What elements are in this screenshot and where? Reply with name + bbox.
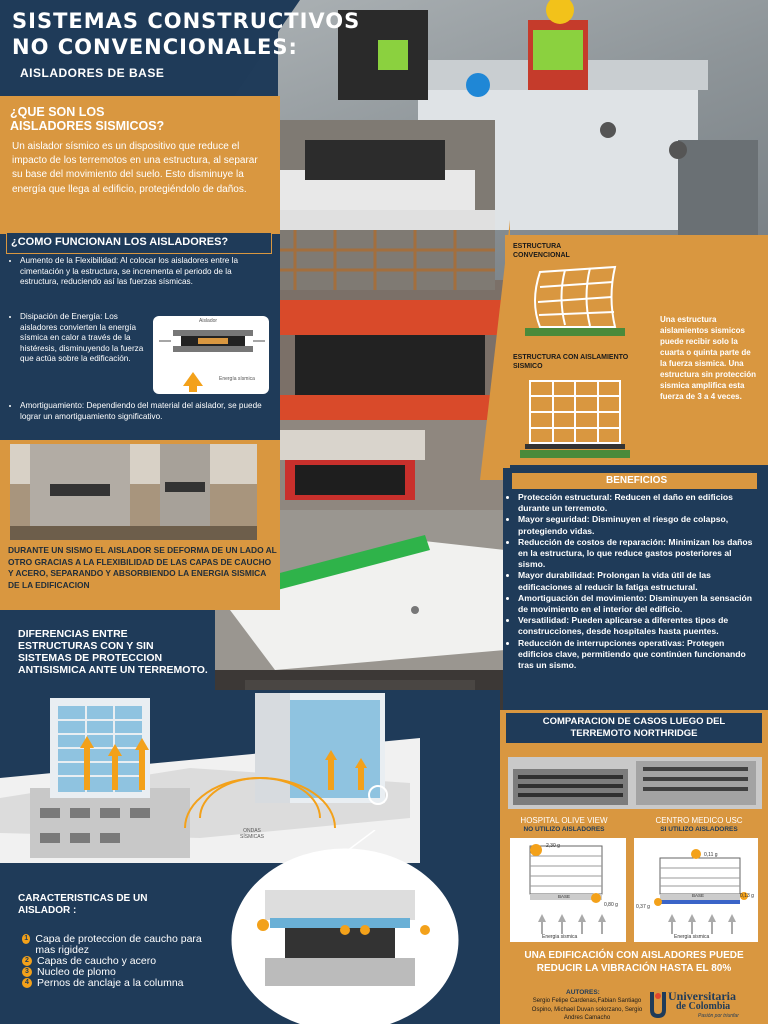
- beneficio-item: • Mayor durabilidad: Prolongan la vida útil de las edificaciones al reducir la fatiga estructural.: [518, 570, 758, 592]
- conventional-frame: [520, 262, 630, 342]
- autores-label: AUTORES:: [566, 989, 600, 996]
- comparacion-heading: COMPARACION DE CASOS LUEGO DEL TERREMOTO NORTHRIDGE: [542, 716, 726, 739]
- que-son-heading: [10, 105, 164, 133]
- como-funcionan-item-3: [10, 401, 272, 422]
- autores-names: Sergio Felipe Cardenas,Fabian Santiago Ospino, Michael Duvan solorzano, Sergio Andres Camacho: [531, 998, 643, 1021]
- olive-drawing: [510, 838, 626, 942]
- item-disipacion: • Disipación de Energía: Los aisladores convierten la energía sísmica en calor a través de la histéresis, disminuyendo la fuerza que actúa sobre la edificación.: [20, 312, 150, 365]
- diagram-arrow-label: Energía sísmica: [219, 376, 255, 382]
- beneficio-item: • Versatilidad: Pueden aplicarse a diferentes tipos de construcciones, desde hospitales hasta puentes.: [518, 615, 758, 637]
- olive-energy-label: Energia sismica: [542, 934, 578, 940]
- beneficio-item: • Protección estructural: Reducen el daño en edificios durante un terremoto.: [518, 492, 758, 514]
- caracteristica-text: Nucleo de plomo: [37, 966, 116, 978]
- caracteristica-num: 2: [22, 956, 32, 966]
- olive-name: HOSPITAL OLIVE VIEW: [520, 816, 608, 825]
- olive-top-value: 2,30 g: [546, 843, 560, 849]
- como-funcionan-heading: ¿COMO FUNCIONAN LOS AISLADORES?: [11, 236, 229, 248]
- isolated-frame: [515, 376, 635, 464]
- beneficios-list: [508, 492, 758, 671]
- item-amortiguamiento: • Amortiguamiento: Dependiendo del material del aislador, se puede lograr un amortiguamiento significativo.: [20, 401, 272, 422]
- usc-base-right-value: 0,13 g: [740, 893, 754, 899]
- caracteristica-text: Capas de caucho y acero: [37, 955, 157, 967]
- university-logo: [648, 988, 764, 1022]
- olive-base-value: 0,80 g: [604, 902, 618, 908]
- usc-base-label: BASE: [692, 893, 705, 898]
- beneficio-item: • Mayor seguridad: Disminuyen el riesgo de colapso, protegiendo vidas.: [518, 514, 758, 536]
- isolator-installation-photo: [275, 280, 505, 520]
- caracteristica-text: Capa de proteccion de caucho para mas rigidez: [35, 933, 202, 956]
- column-isolator-illustration: [10, 444, 257, 540]
- olive-diagram: [510, 838, 626, 942]
- isolator-illustration: [275, 280, 505, 520]
- poster-title: [12, 8, 360, 60]
- usc-name: CENTRO MEDICO USC: [655, 816, 743, 825]
- usc-drawing: [634, 838, 758, 942]
- hospitals-illustration: [508, 757, 762, 809]
- estructuras-note: Una estructura aislamientos sismicos puede recibir solo la cuarta o quinta parte de la fuerza sismica. Una estructura sin protección sismica amplifica esta fuerza de 3 a 4 veces.: [660, 315, 757, 401]
- caracteristica-num: 4: [22, 978, 32, 988]
- usc-top-value: 0,11 g: [704, 852, 718, 858]
- logo-tagline: Pasión por triunfar: [698, 1013, 739, 1019]
- logo-line2: de Colombia: [676, 1001, 731, 1012]
- isolator-cage-photo: [275, 120, 495, 290]
- isolator-diagram-drawing: [153, 316, 269, 394]
- comparacion-conclusion: UNA EDIFICACIÓN CON AISLADORES PUEDE REDUCIR LA VIBRACIÓN HASTA EL 80%: [524, 950, 744, 974]
- poster-subtitle: AISLADORES DE BASE: [20, 66, 165, 80]
- olive-base-label: BASE: [558, 894, 571, 899]
- conv-label: ESTRUCTURA CONVENCIONAL: [513, 243, 570, 259]
- caracteristica-row: [22, 934, 222, 956]
- diagram-top-label: Aislador: [199, 318, 218, 324]
- como-funcionan-item-1: [10, 256, 272, 288]
- item-flexibilidad: • Aumento de la Flexibilidad: Al colocar los aisladores entre la cimentación y la estructura, se incrementa el periodo de la estructura, reduciendo así las fuerzas sísmicas.: [20, 256, 272, 288]
- isolator-cage-illustration: [275, 120, 495, 290]
- caracteristica-row: [22, 978, 222, 989]
- que-son-heading-line2: AISLADORES SISMICOS?: [10, 119, 165, 133]
- beneficios-heading: BENEFICIOS: [606, 475, 668, 486]
- column-isolator-photo: [10, 444, 257, 540]
- ondas-label: ONDAS SÍSMICAS: [240, 828, 264, 840]
- hospitals-photo: [508, 757, 762, 809]
- que-son-body: Un aislador sísmico es un dispositivo que reduce el impacto de los terremotos en una estructura, al separar su base del movimiento del suelo. Esto disminuye la energía que llega al edificio, protegiéndolo de daños.: [12, 141, 258, 195]
- caracteristica-text: Pernos de anclaje a la columna: [37, 977, 184, 989]
- isolator-zoom-circle: [225, 830, 465, 1024]
- diferencias-heading: DIFERENCIAS ENTRE ESTRUCTURAS CON Y SIN SISTEMAS DE PROTECCION ANTISISMICA ANTE UN TERREMOTO.: [18, 628, 208, 676]
- como-funcionan-item-2: [10, 312, 150, 365]
- logo-line1: Universitaria: [668, 989, 736, 1003]
- usc-energy-label: Energia sismica: [674, 934, 710, 940]
- beneficio-item: • Reducción de costos de reparación: Minimizan los daños en la estructura, lo que reduce gastos posteriores al sismo.: [518, 537, 758, 571]
- caracteristica-num: 1: [22, 934, 30, 944]
- caracteristicas-list: [22, 934, 222, 989]
- caracteristica-num: 3: [22, 967, 32, 977]
- durante-text: DURANTE UN SISMO EL AISLADOR SE DEFORMA DE UN LADO AL OTRO GRACIAS A LA FLEXIBILIDAD DE LAS CAPAS DE CAUCHO Y ACERO, SEPARANDO Y ABSORBIENDO LA ENERGIA SISMICA DE LA EDIFICACION: [8, 545, 277, 590]
- que-son-heading-line1: ¿QUE SON LOS: [10, 105, 105, 119]
- usc-diagram: [634, 838, 758, 942]
- beneficio-item: • Reducción de interrupciones operativas: Protegen edificios clave, permitiendo que continúen funcionando tras un sismo.: [518, 638, 758, 672]
- olive-sub: NO UTILIZO AISLADORES: [523, 826, 605, 833]
- title-line-1: SISTEMAS CONSTRUCTIVOS: [12, 9, 361, 33]
- aisl-label: ESTRUCTURA CON AISLAMIENTO SISMICO: [513, 354, 629, 370]
- usc-base-left-value: 0,37 g: [636, 904, 650, 910]
- caracteristicas-heading: CARACTERISTICAS DE UN AISLADOR :: [18, 893, 148, 916]
- title-line-2: NO CONVENCIONALES:: [12, 35, 298, 59]
- isolator-diagram: [153, 316, 269, 394]
- beneficio-item: • Amortiguación del movimiento: Disminuyen la sensación de movimiento en el interior del edificio.: [518, 593, 758, 615]
- usc-sub: SI UTILIZO AISLADORES: [660, 826, 738, 833]
- logo-mark-icon: [648, 990, 668, 1020]
